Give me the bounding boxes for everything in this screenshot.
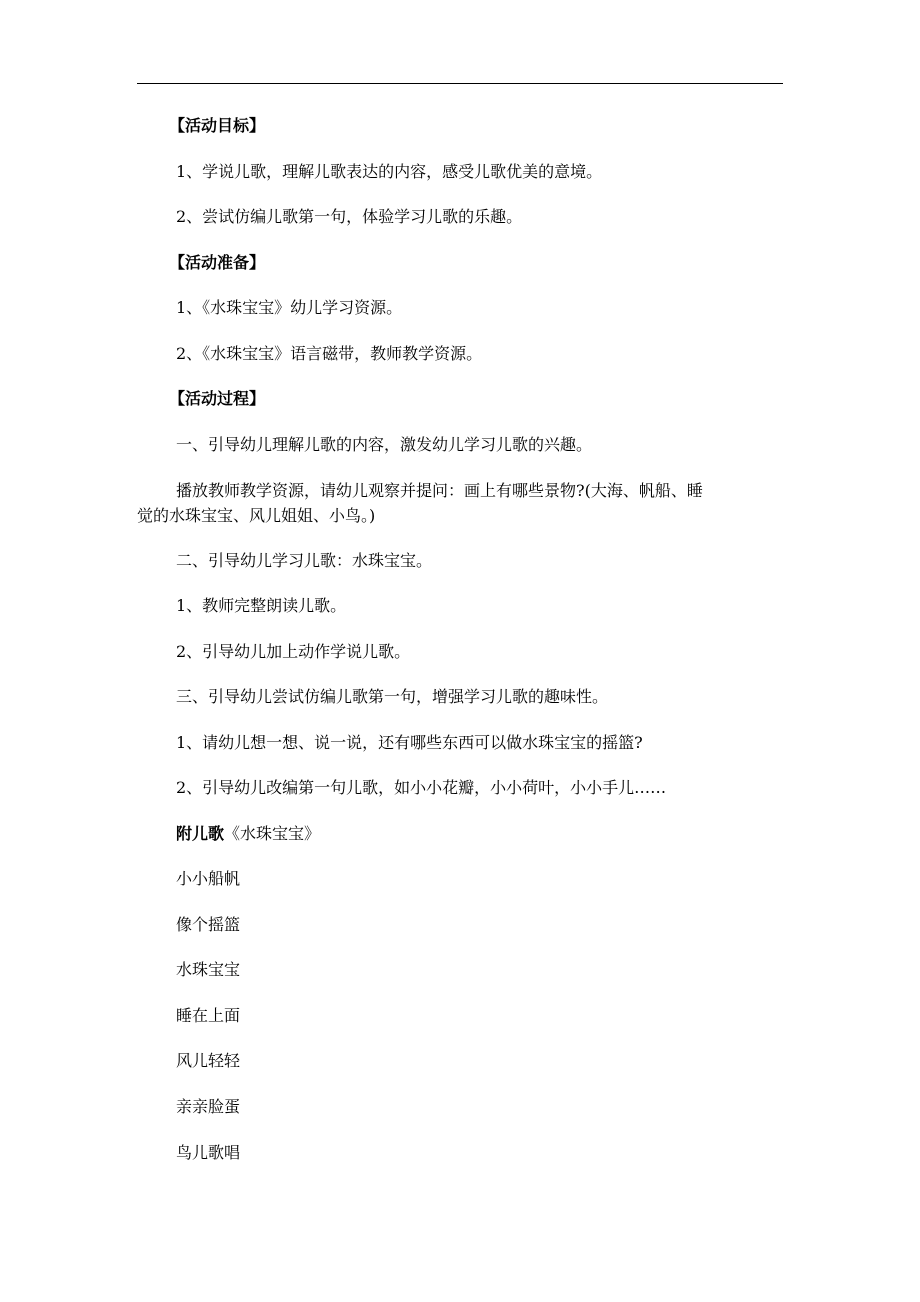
poem-line-7: 鸟儿歌唱 (176, 1143, 241, 1162)
process-step-3-item-2: 2、引导幼儿改编第一句儿歌，如小小花瓣，小小荷叶，小小手儿…… (176, 778, 667, 797)
appendix-heading (176, 824, 320, 844)
heading-preparation: 【活动准备】 (169, 253, 266, 272)
preparation-item-2: 2、《水珠宝宝》语言磁带，教师教学资源。 (176, 344, 483, 363)
appendix-title: 《水珠宝宝》 (224, 824, 321, 843)
process-step-3-item-1: 1、请幼儿想一想、说一说，还有哪些东西可以做水珠宝宝的摇篮? (176, 733, 643, 752)
process-step-1-detail-line-2: 觉的水珠宝宝、风儿姐姐、小鸟。) (137, 506, 376, 525)
goal-item-1: 1、学说儿歌，理解儿歌表达的内容，感受儿歌优美的意境。 (176, 162, 603, 181)
heading-process: 【活动过程】 (169, 389, 266, 408)
poem-line-4: 睡在上面 (176, 1006, 241, 1025)
process-step-1: 一、引导幼儿理解儿歌的内容，激发幼儿学习儿歌的兴趣。 (176, 435, 593, 454)
heading-goals: 【活动目标】 (169, 116, 266, 135)
poem-line-2: 像个摇篮 (176, 915, 241, 934)
process-step-1-detail-line-1: 播放教师教学资源，请幼儿观察并提问：画上有哪些景物?(大海、帆船、睡 (176, 481, 703, 500)
process-step-2: 二、引导幼儿学习儿歌：水珠宝宝。 (176, 551, 433, 570)
appendix-label: 附儿歌 (176, 824, 225, 843)
goal-item-2: 2、尝试仿编儿歌第一句，体验学习儿歌的乐趣。 (176, 207, 523, 226)
poem-line-1: 小小船帆 (176, 869, 241, 888)
poem-line-6: 亲亲脸蛋 (176, 1097, 241, 1116)
header-rule (137, 83, 783, 84)
process-step-2-item-2: 2、引导幼儿加上动作学说儿歌。 (176, 642, 411, 661)
poem-line-5: 风儿轻轻 (176, 1051, 241, 1070)
poem-line-3: 水珠宝宝 (176, 960, 241, 979)
preparation-item-1: 1、《水珠宝宝》幼儿学习资源。 (176, 298, 403, 317)
process-step-3: 三、引导幼儿尝试仿编儿歌第一句，增强学习儿歌的趣味性。 (176, 687, 609, 706)
process-step-2-item-1: 1、教师完整朗读儿歌。 (176, 596, 347, 615)
